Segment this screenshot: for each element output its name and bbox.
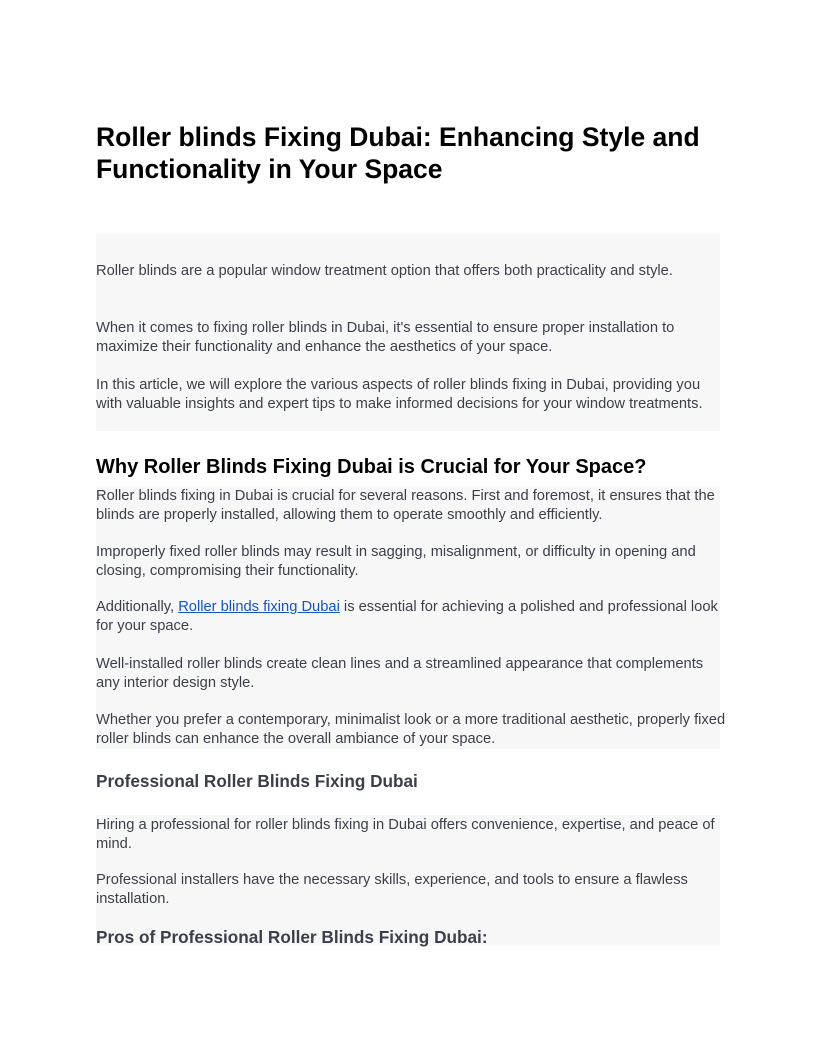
section1-paragraph-1: Roller blinds fixing in Dubai is crucial for several reasons. First and foremost, it ensures that the blinds are properly installed, allowing them to operate smoothly and efficiently.: [96, 488, 715, 523]
section-heading-pros: Pros of Professional Roller Blinds Fixing Dubai:: [96, 927, 488, 947]
section1-paragraph-3: [96, 598, 726, 636]
section1-paragraph-3-prefix: Additionally,: [96, 599, 179, 615]
section1-paragraph-3-suffix: is essential for achieving a polished and professional look for your space.: [96, 599, 718, 634]
intro-paragraph-1: Roller blinds are a popular window treatment option that offers both practicality and style.: [96, 263, 673, 279]
article-title: Roller blinds Fixing Dubai: Enhancing Style and Functionality in Your Space: [96, 122, 700, 184]
section1-paragraph-2: Improperly fixed roller blinds may result in sagging, misalignment, or difficulty in opening and closing, compromising their functionality.: [96, 544, 696, 579]
section2-paragraph-2: Professional installers have the necessary skills, experience, and tools to ensure a flawless installation.: [96, 872, 688, 907]
section-heading-professional: Professional Roller Blinds Fixing Dubai: [96, 771, 418, 791]
roller-blinds-fixing-dubai-link[interactable]: Roller blinds fixing Dubai: [178, 599, 340, 615]
section-heading-why: Why Roller Blinds Fixing Dubai is Crucial for Your Space?: [96, 456, 647, 478]
intro-paragraph-3: In this article, we will explore the various aspects of roller blinds fixing in Dubai, providing you with valuable insights and expert tips to make informed decisions for your window treatments.: [96, 377, 703, 412]
section1-paragraph-5: Whether you prefer a contemporary, minimalist look or a more traditional aesthetic, properly fixed roller blinds can enhance the overall ambiance of your space.: [96, 712, 726, 747]
section1-paragraph-4: Well-installed roller blinds create clean lines and a streamlined appearance that complements any interior design style.: [96, 656, 704, 691]
intro-paragraph-2: When it comes to fixing roller blinds in Dubai, it's essential to ensure proper installation to maximize their functionality and enhance the aesthetics of your space.: [96, 320, 675, 355]
section2-paragraph-1: Hiring a professional for roller blinds fixing in Dubai offers convenience, expertise, and peace of mind.: [96, 817, 715, 852]
